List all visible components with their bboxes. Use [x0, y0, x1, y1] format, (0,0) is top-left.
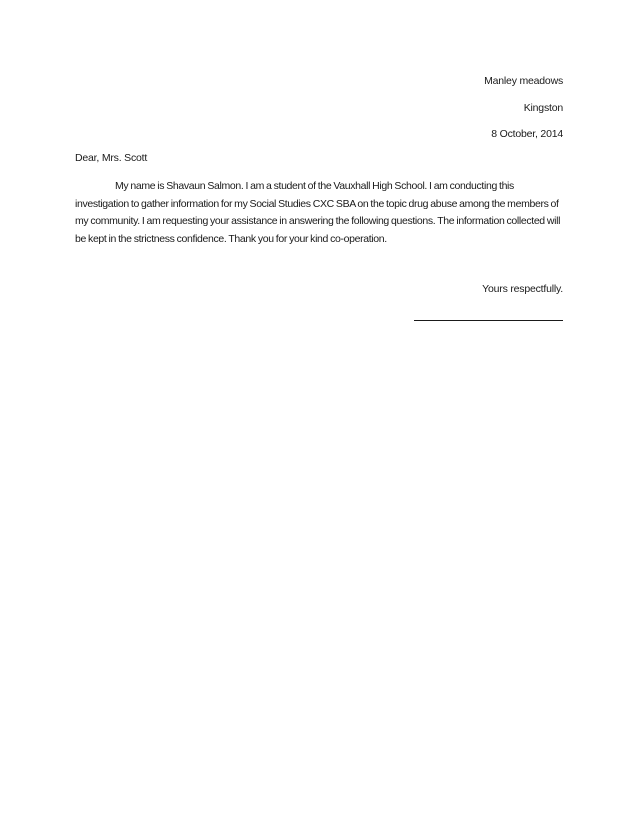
salutation: Dear, Mrs. Scott — [75, 152, 148, 164]
closing: Yours respectfully. — [482, 283, 563, 295]
address-line-city: Kingston — [523, 102, 563, 114]
signature-line — [414, 320, 563, 321]
letter-date: 8 October, 2014 — [491, 128, 563, 140]
letter-body: My name is Shavaun Salmon. I am a student of the Vauxhall High School. I am conducting this investigation to gather information for my Social Studies CXC SBA on the topic drug abuse among the members of my community. I am requesting your assistance in answering the following questions. The information collected will be kept in the strictness confidence. Thank you for your kind co-operation. — [75, 180, 561, 245]
address-line-street: Manley meadows — [484, 75, 563, 87]
